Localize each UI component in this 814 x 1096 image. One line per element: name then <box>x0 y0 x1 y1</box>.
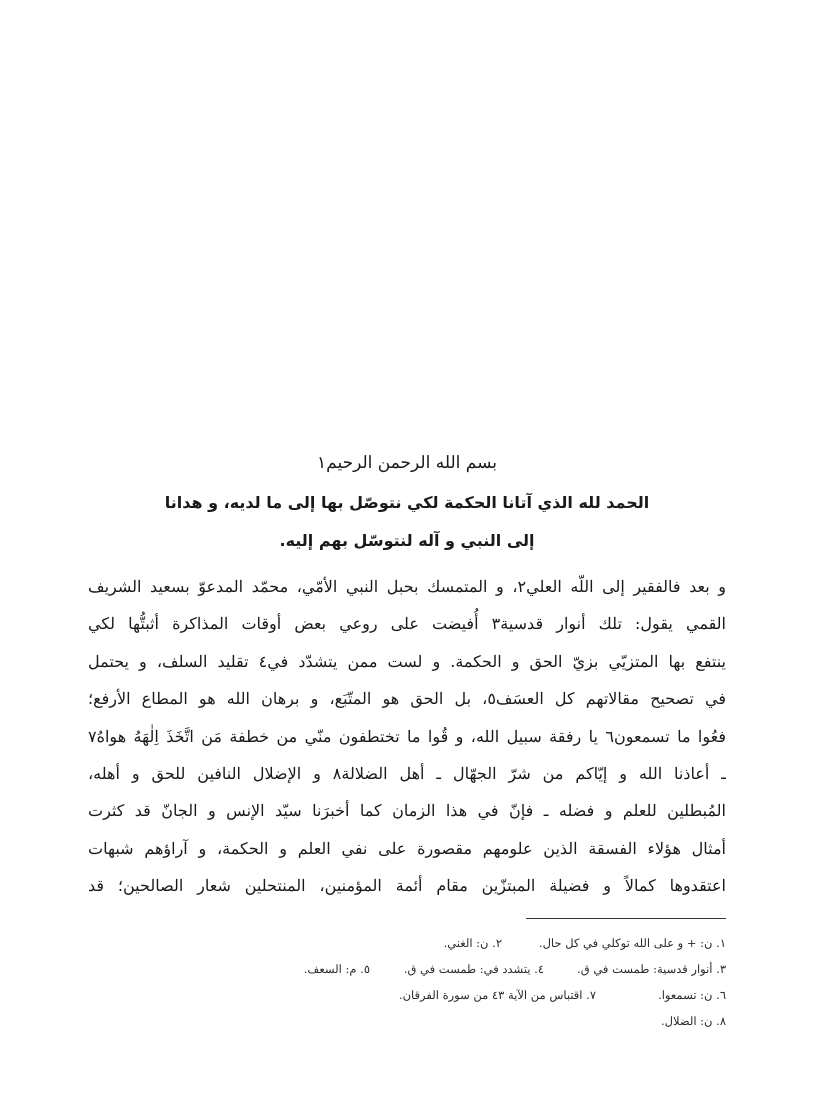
footnote-3: ٣. أنوار قدسية: طمست في ق. <box>577 962 726 976</box>
body-line: أمثال هؤلاء الفسقة الذين علومهم مقصورة على نفي العلم و الحكمة، و آراؤهم شبهات <box>88 838 726 858</box>
footnote-row <box>88 1008 726 1034</box>
body-line: القمي يقول: تلك أنوار قدسية٣ أُفيضت على روعي بعض أوقات المذاكرة أثبتُّها لكي <box>88 614 726 634</box>
footnote-separator <box>526 918 726 919</box>
footnotes <box>88 930 726 1034</box>
footnote-5: ٥. م: السعف. <box>303 962 370 976</box>
body-line: في تصحيح مقالاتهم كل العسَف٥، بل الحق هو المتّبَع، و برهان الله هو المطاع الأرفع؛ <box>88 689 726 709</box>
body-line: فعُوا ما تسمعون٦ يا رفقة سبيل الله، و قُوا ما تختطفون منّي من خطفة مَن اتَّخَذَ اِلٰهَهُ هواهُ٧ <box>88 726 726 746</box>
footnote-6: ٦. ن: تسمعوا. <box>658 988 726 1002</box>
footnote-row <box>88 956 726 982</box>
heading-line-2: إلى النبي و آله لنتوسّل بهم إليه. <box>279 531 535 550</box>
body-line: ينتفع بها المتزيّي بزيّ الحق و الحكمة. و لست ممن يتشدّد في٤ تقليد السلف، و يحتمل <box>88 651 726 671</box>
footnote-row <box>88 982 726 1008</box>
footnote-8: ٨. ن: الضلال. <box>660 1014 726 1028</box>
basmala: بسم الله الرحمن الرحيم١ <box>316 453 497 473</box>
body-line: و بعد فالفقير إلى اللّه العلي٢، و المتمسك بحبل النبي الأمّي، محمّد المدعوّ بسعيد الشريف <box>88 577 726 596</box>
footnote-7: ٧. اقتباس من الآية ٤٣ من سورة الفرقان. <box>398 988 596 1002</box>
heading-line-1: الحمد لله الذي آتانا الحكمة لكي نتوصّل بها إلى ما لديه، و هدانا <box>164 493 650 512</box>
body-line: المُبطلين للعلم و فضله ـ فإنّ في هذا الزمان كما أخبرَنا سيّد الإنس و الجانّ قد كثرت <box>88 801 726 821</box>
footnote-1: ١. ن: + و على الله توكلي في كل حال. <box>538 936 726 950</box>
footnote-4: ٤. يتشدد في: طمست في ق. <box>403 962 544 976</box>
body-line: اعتقدوها كمالاً و فضيلة المبتزّين مقام أئمة المؤمنين، المنتحلين شعار الصالحين؛ قد <box>88 876 726 896</box>
body-line: ـ أعاذنا الله و إيّاكم من شرّ الجهّال ـ أهل الضلالة٨ و الإضلال النافين للحق و أهله، <box>88 763 726 783</box>
body-paragraph <box>88 568 726 905</box>
footnote-row <box>88 930 726 956</box>
footnote-2: ٢. ن: الغني. <box>443 936 502 950</box>
